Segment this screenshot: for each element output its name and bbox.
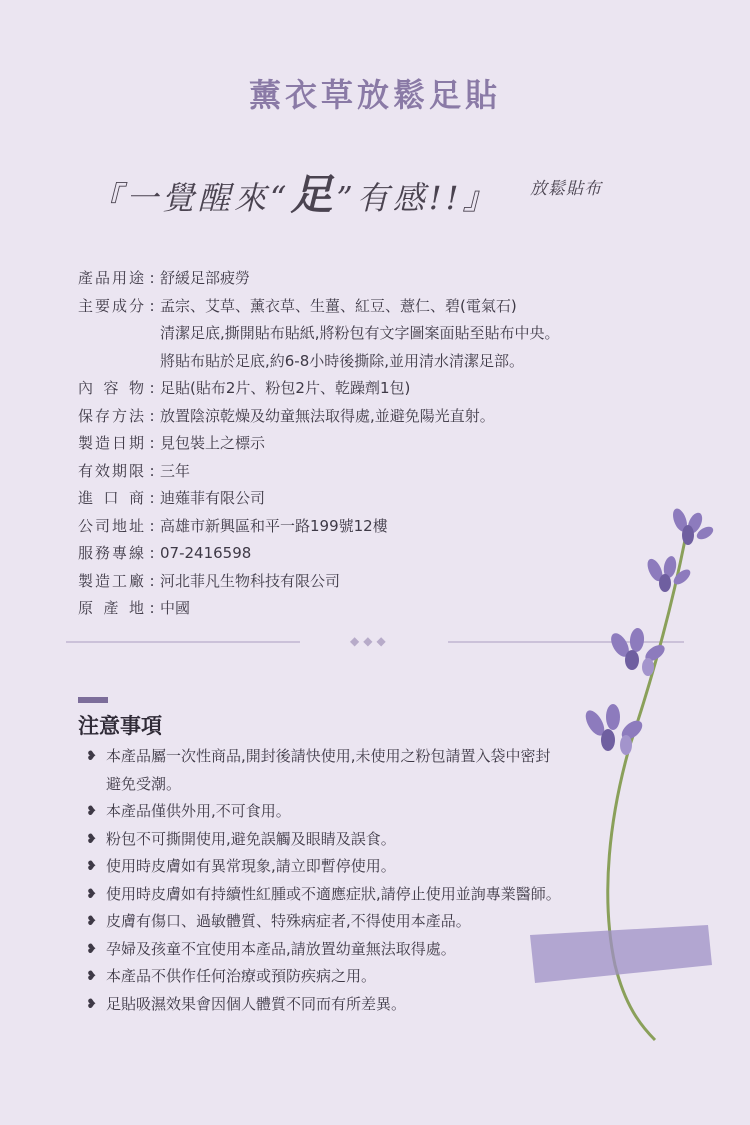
heart-bullet-icon: ❥	[86, 804, 97, 819]
spec-colon: :	[149, 599, 155, 617]
heart-bullet-icon: ❥	[86, 886, 97, 902]
lavender-bud-top	[670, 507, 715, 545]
slogan-part1: 『一覺醒來	[90, 179, 271, 217]
slogan-quote-open: “	[270, 179, 291, 217]
spec-colon: :	[149, 434, 155, 452]
spec-key: 產品用途	[78, 269, 144, 287]
spec-key: 保存方法	[78, 406, 144, 425]
slogan-sub: 放鬆貼布	[530, 179, 602, 199]
slogan-big-char: 足	[290, 170, 337, 219]
spec-key: 製造工廠	[78, 571, 144, 590]
usage-line: 清潔足底,撕開貼布貼紙,將粉包有文字圖案面貼至貼布中央。	[160, 324, 560, 342]
spec-colon: :	[149, 544, 155, 562]
spec-value: 三年	[160, 461, 191, 480]
usage-line: 將貼布貼於足底,約6-8小時後撕除,並用清水清潔足部。	[160, 351, 525, 370]
heart-bullet-icon: ❥	[86, 914, 97, 929]
spec-value: 中國	[160, 599, 191, 617]
spec-value: 高雄市新興區和平一路199號12樓	[160, 516, 388, 535]
lavender-bud-2	[644, 555, 692, 592]
note-text: 本產品屬一次性商品,開封後請快使用,未使用之粉包請置入袋中密封	[106, 747, 551, 765]
spec-colon: :	[149, 489, 155, 507]
section-accent-bar	[78, 697, 108, 703]
heart-bullet-icon: ❥	[86, 859, 97, 874]
note-text: 避免受潮。	[106, 774, 182, 793]
spec-value: 07-2416598	[160, 544, 252, 562]
spec-colon: :	[149, 296, 155, 315]
spec-value: 孟宗、艾草、薰衣草、生薑、紅豆、薏仁、碧(電氣石)	[160, 296, 517, 315]
lavender-bud-3	[607, 627, 667, 676]
slogan-main	[90, 162, 498, 222]
note-text: 使用時皮膚如有異常現象,請立即暫停使用。	[106, 857, 396, 875]
heart-bullet-icon: ❥	[86, 969, 97, 984]
spec-value: 河北菲凡生物科技有限公司	[160, 571, 341, 590]
heart-bullet-icon: ❥	[86, 749, 97, 764]
divider-left	[66, 641, 300, 643]
spec-value: 放置陰涼乾燥及幼童無法取得處,並避免陽光直射。	[160, 406, 495, 425]
spec-key: 原產地	[78, 599, 144, 617]
heart-bullet-icon: ❥	[86, 996, 97, 1012]
spec-key: 內容物	[78, 379, 144, 397]
tape-strip	[530, 925, 712, 983]
spec-row-mfg-date	[78, 430, 698, 458]
spec-key: 主要成分	[78, 296, 144, 315]
page-title: 薰衣草放鬆足貼	[248, 76, 501, 114]
slogan-quote-close: ”	[336, 179, 357, 217]
slogan-part2: 有感!!』	[356, 179, 499, 217]
notes-title: 注意事項	[78, 714, 162, 738]
note-text: 本產品僅供外用,不可食用。	[106, 802, 291, 820]
spec-key: 有效期限	[78, 461, 144, 480]
handwritten-slogan	[90, 152, 690, 222]
heart-bullet-icon: ❥	[86, 831, 97, 847]
spec-colon: :	[149, 516, 155, 535]
spec-row-usage	[78, 265, 698, 293]
spec-key: 進口商	[78, 489, 144, 507]
spec-row-shelf-life	[78, 458, 698, 486]
spec-row-storage	[78, 403, 698, 431]
lavender-bud-4	[582, 704, 646, 755]
spec-colon: :	[149, 461, 155, 480]
spec-key: 服務專線	[78, 544, 144, 562]
note-text: 皮膚有傷口、過敏體質、特殊病症者,不得使用本產品。	[106, 912, 471, 930]
spec-value: 迪薙菲有限公司	[160, 489, 266, 507]
note-text: 足貼吸濕效果會因個人體質不同而有所差異。	[106, 994, 407, 1013]
spec-value: 足貼(貼布2片、粉包2片、乾躁劑1包)	[160, 379, 411, 397]
spec-key: 公司地址	[78, 516, 144, 535]
divider-dots: ◆◆◆	[350, 634, 390, 648]
spec-colon: :	[149, 571, 155, 590]
spec-colon: :	[149, 379, 155, 397]
spec-colon: :	[149, 269, 155, 287]
spec-row-ingredients	[78, 293, 698, 321]
heart-bullet-icon: ❥	[86, 941, 97, 957]
note-text: 孕婦及孩童不宜使用本產品,請放置幼童無法取得處。	[106, 939, 456, 958]
spec-key: 製造日期	[78, 434, 144, 452]
lavender-illustration	[520, 495, 740, 1055]
spec-colon: :	[149, 406, 155, 425]
spec-value: 見包裝上之標示	[160, 434, 266, 452]
spec-value: 舒緩足部疲勞	[160, 269, 251, 287]
note-text: 使用時皮膚如有持續性紅腫或不適應症狀,請停止使用並詢專業醫師。	[106, 884, 561, 903]
spec-row-contents	[78, 375, 698, 403]
note-text: 本產品不供作任何治療或預防疾病之用。	[106, 967, 377, 985]
note-text: 粉包不可撕開使用,避免誤觸及眼睛及誤食。	[106, 829, 396, 848]
